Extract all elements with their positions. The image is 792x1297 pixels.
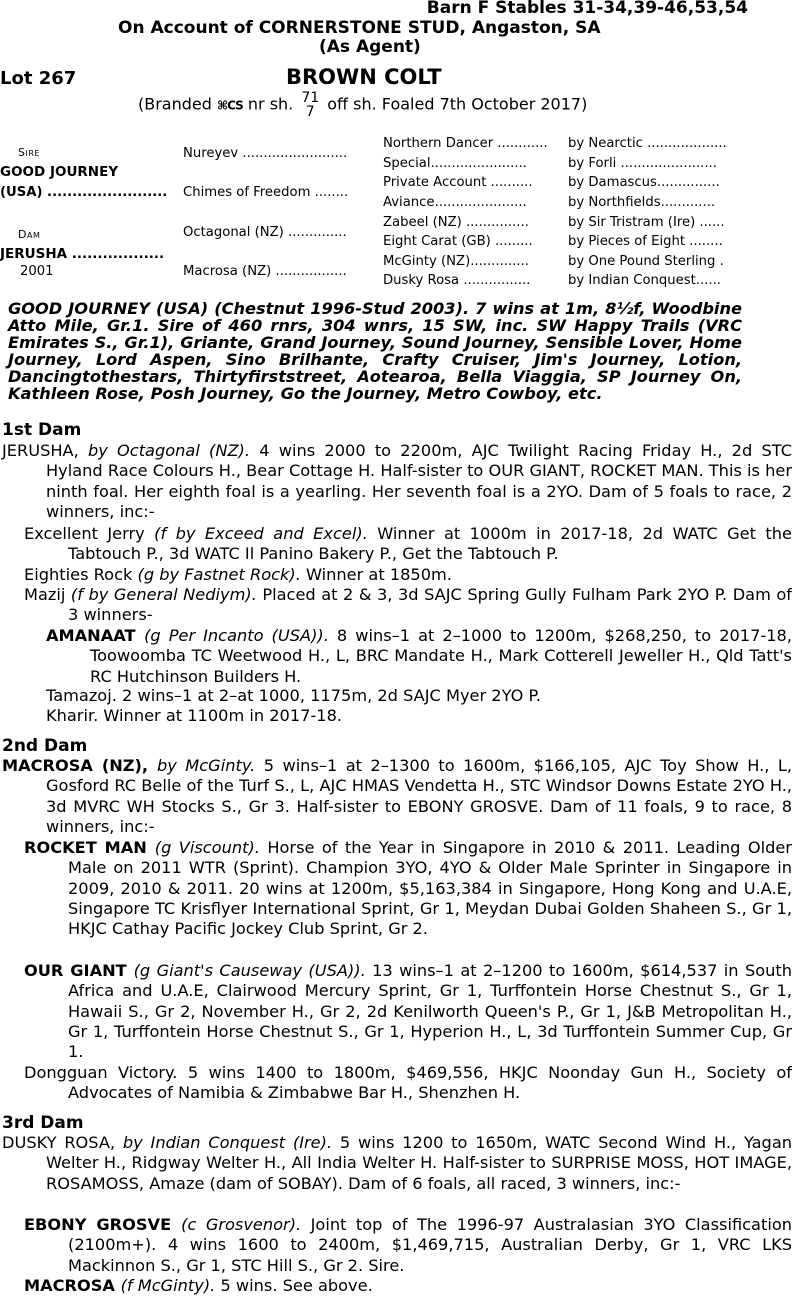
entry-record: 5 wins. See above. bbox=[220, 1276, 373, 1295]
lot-title: BROWN COLT bbox=[286, 65, 442, 89]
brand-mid: nr sh. bbox=[242, 94, 299, 114]
first-dam-heading: 1st Dam bbox=[2, 420, 82, 440]
ggs-row-by: by Sir Tristram (Ire) ...... bbox=[568, 215, 725, 230]
grandfoal-entry bbox=[46, 626, 792, 687]
entry-name: Eighties Rock bbox=[24, 565, 138, 584]
dam-name: JERUSHA .................. bbox=[0, 246, 165, 262]
ggs-row: Northern Dancer ............ bbox=[383, 136, 548, 151]
grandfoal-entry bbox=[46, 686, 748, 706]
brand-frac-den: 7 bbox=[305, 104, 315, 120]
brand-prefix: (Branded bbox=[138, 94, 217, 114]
brand-fraction bbox=[301, 91, 319, 119]
entry-name: OUR GIANT bbox=[24, 961, 134, 980]
foal-entry bbox=[24, 524, 792, 565]
entry-sire: (f by Exceed and Excel). bbox=[154, 524, 378, 543]
entry-record: 2 wins–1 at 2–at 1000, 1175m, 2d SAJC Myer 2YO P. bbox=[122, 686, 541, 705]
entry-record: Joint top of The 1996-97 Australasian 3YO Classification (2100m+). 4 wins 1600 to 2400m, $1,469,715, Australian Derby, Gr 1, VRC LKS Mackinnon S., Gr 1, STC Hill S., Gr 2. Sire. bbox=[68, 1215, 792, 1275]
ggs-row-by: by Northfields............. bbox=[568, 195, 716, 210]
foal-entry bbox=[24, 961, 792, 1062]
foal-entry bbox=[24, 1063, 792, 1104]
dam-entry bbox=[2, 756, 792, 837]
vendor-agent: (As Agent) bbox=[319, 37, 421, 57]
vendor-account: On Account of CORNERSTONE STUD, Angaston, SA bbox=[118, 18, 601, 38]
ggs-row-by: by Indian Conquest...... bbox=[568, 273, 721, 288]
ggs-row: Special....................... bbox=[383, 156, 527, 171]
entry-sire: by Indian Conquest (Ire). bbox=[122, 1133, 340, 1152]
dam-entry bbox=[2, 441, 792, 522]
entry-name: Mazij bbox=[24, 585, 71, 604]
entry-name: MACROSA (NZ), bbox=[2, 756, 158, 775]
foal-entry bbox=[24, 585, 792, 626]
dam-year: 2001 bbox=[20, 264, 54, 279]
entry-record: Placed at 2 & 3, 3d SAJC Spring Gully Fulham Park 2YO P. Dam of 3 winners- bbox=[68, 585, 792, 625]
grandsire-3: Octagonal (NZ) .............. bbox=[183, 225, 347, 240]
entry-name: Excellent Jerry bbox=[24, 524, 155, 543]
entry-record: 13 wins–1 at 2–1200 to 1600m, $614,537 in South Africa and U.A.E, Clairwood Mercury Sprint, Gr 1, Turffontein Horse Chestnut S., Gr 1, Hawaii S., Gr 2, November H., Gr 2, 2d Kenilworth Queen's P., Gr 1, J&B Metropolitan H., Gr 1, Turffontein Horse Chestnut S., Gr 1, Hyperion H., L, 3d Turffontein Summer Cup, Gr 1. bbox=[68, 961, 792, 1062]
entry-record: 5 wins 1200 to 1650m, WATC Second Wind H., Yagan Welter H., Ridgway Welter H., All India Welter H. Half-sister to SURPRISE MOSS, HOT IMAGE, ROSAMOSS, Amaze (dam of SOBAY). Dam of 6 foals, all raced, 3 winners, inc:- bbox=[46, 1133, 792, 1193]
lot-number: Lot 267 bbox=[0, 68, 77, 89]
sire-origin bbox=[0, 185, 167, 200]
entry-name: JERUSHA, bbox=[2, 441, 88, 460]
entry-record: Winner at 1850m. bbox=[306, 565, 452, 584]
entry-name: Tamazoj. bbox=[46, 686, 123, 705]
entry-sire: (g by Fastnet Rock). bbox=[137, 565, 306, 584]
foal-entry bbox=[24, 565, 792, 585]
entry-record: Winner at 1000m in 2017-18, 2d WATC Get the Tabtouch P., 3d WATC Il Panino Bakery P., Get the Tabtouch P. bbox=[68, 524, 792, 564]
entry-record: 5 wins 1400 to 1800m, $469,556, HKJC Noonday Gun H., Society of Advocates of Namibia & Zimbabwe Bar H., Shenzhen H. bbox=[68, 1063, 792, 1103]
grandsire-2: Chimes of Freedom ........ bbox=[183, 185, 349, 200]
entry-record: 5 wins–1 at 2–1300 to 1600m, $166,105, AJC Toy Show H., L, Gosford RC Belle of the Turf S., L, AJC HMAS Vendetta H., STC Windsor Downs Estate 2YO H., 3d MVRC WH Stocks S., Gr 3. Half-sister to EBONY GROSVE. Dam of 11 foals, 9 to race, 8 winners, inc:- bbox=[46, 756, 792, 836]
sire-label: Sire bbox=[18, 146, 40, 159]
foal-entry bbox=[24, 838, 792, 939]
dam-entry bbox=[2, 1133, 792, 1194]
entry-name: Dongguan Victory. bbox=[24, 1063, 188, 1082]
sire-name: GOOD JOURNEY bbox=[0, 164, 119, 180]
entry-sire: (f McGinty). bbox=[120, 1276, 221, 1295]
ggs-row: Zabeel (NZ) ............... bbox=[383, 215, 529, 230]
grandfoal-entry bbox=[46, 706, 748, 726]
third-dam-heading: 3rd Dam bbox=[2, 1113, 84, 1133]
ggs-row: Private Account .......... bbox=[383, 175, 533, 190]
ggs-row: McGinty (NZ).............. bbox=[383, 254, 529, 269]
entry-sire: (g Per Incanto (USA)). bbox=[144, 626, 337, 645]
entry-record: 4 wins 2000 to 2200m, AJC Twilight Racing Friday H., 2d STC Hyland Race Colours H., Bear Cottage H. Half-sister to OUR GIANT, ROCKET MAN. This is her ninth foal. Her eighth foal is a yearling. Her seventh foal is a 2YO. Dam of 5 foals to race, 2 winners, inc:- bbox=[46, 441, 792, 521]
entry-sire: by McGinty. bbox=[157, 756, 264, 775]
sire-origin-text: (USA) ........................ bbox=[0, 185, 168, 200]
entry-sire: (g Viscount). bbox=[154, 838, 268, 857]
brand-line bbox=[138, 91, 587, 119]
grandsire-1: Nureyev ......................... bbox=[183, 146, 348, 161]
entry-name: AMANAAT bbox=[46, 626, 145, 645]
ggs-row-by: by Pieces of Eight ........ bbox=[568, 234, 723, 249]
entry-name: MACROSA bbox=[24, 1276, 121, 1295]
brand-mark-icon: ⌘CS bbox=[216, 98, 243, 113]
entry-sire: (f by General Nediym). bbox=[70, 585, 263, 604]
barn-location: Barn F Stables 31-34,39-46,53,54 bbox=[426, 0, 748, 18]
grandsire-4: Macrosa (NZ) ................. bbox=[183, 264, 347, 279]
entry-name: ROCKET MAN bbox=[24, 838, 155, 857]
ggs-row-by: by Nearctic ................... bbox=[568, 136, 727, 151]
entry-record: Horse of the Year in Singapore in 2010 & 2011. Leading Older Male on 2011 WTR (Sprint). Champion 3YO, 4YO & Older Male Sprinter in Singapore in 2009, 2010 & 2011. 20 wins at 1200m, $5,163,384 in Singapore, Hong Kong and U.A.E, Singapore TC Krisflyer International Sprint, Gr 1, Meydan Dubai Golden Shaheen S., Gr 1, HKJC Cathay Pacific Jockey Club Sprint, Gr 2. bbox=[68, 838, 792, 939]
ggs-row: Aviance...................... bbox=[383, 195, 527, 210]
entry-name: Kharir. bbox=[46, 706, 104, 725]
ggs-row-by: by Damascus............... bbox=[568, 175, 720, 190]
ggs-row: Eight Carat (GB) ......... bbox=[383, 234, 533, 249]
foal-entry bbox=[24, 1215, 792, 1276]
foal-entry bbox=[24, 1276, 748, 1296]
dam-label: Dam bbox=[18, 228, 41, 241]
entry-sire: by Octagonal (NZ). bbox=[87, 441, 260, 460]
brand-suffix: off sh. Foaled 7th October 2017) bbox=[322, 94, 588, 114]
entry-name: EBONY GROSVE bbox=[24, 1215, 182, 1234]
second-dam-heading: 2nd Dam bbox=[2, 736, 88, 756]
sire-summary: GOOD JOURNEY (USA) (Chestnut 1996-Stud 2003). 7 wins at 1m, 8½f, Woodbine Atto Mile, Gr.1. Sire of 460 rnrs, 304 wnrs, 15 SW, inc. SW Happy Trails (VRC Emirates S., Gr.1), Griante, Grand Journey, Sound Journey, Sensible Lover, Home Journey, Lord Aspen, Sino Brilhante, Crafty Cruiser, Jim's Journey, Lotion, Dancingtothestars, Thirtyfirststreet, Aotearoa, Bella Viaggia, SP Journey On, Kathleen Rose, Posh Journey, Go the Journey, Metro Cowboy, etc. bbox=[8, 299, 742, 403]
entry-record: 8 wins–1 at 2–1000 to 1200m, $268,250, to 2017-18, Toowoomba TC Weetwood H., L, BRC Mandate H., Mark Cotterell Jeweller H., Qld Tatt's RC Hutchinson Builders H. bbox=[90, 626, 792, 686]
ggs-row-by: by Forli ....................... bbox=[568, 156, 717, 171]
ggs-row: Dusky Rosa ................ bbox=[383, 273, 531, 288]
brand-frac-num: 71 bbox=[301, 90, 320, 106]
entry-sire: (c Grosvenor). bbox=[181, 1215, 311, 1234]
entry-name: DUSKY ROSA, bbox=[2, 1133, 123, 1152]
ggs-row-by: by One Pound Sterling . bbox=[568, 254, 724, 269]
entry-sire: (g Giant's Causeway (USA)). bbox=[133, 961, 373, 980]
entry-record: Winner at 1100m in 2017-18. bbox=[103, 706, 343, 725]
